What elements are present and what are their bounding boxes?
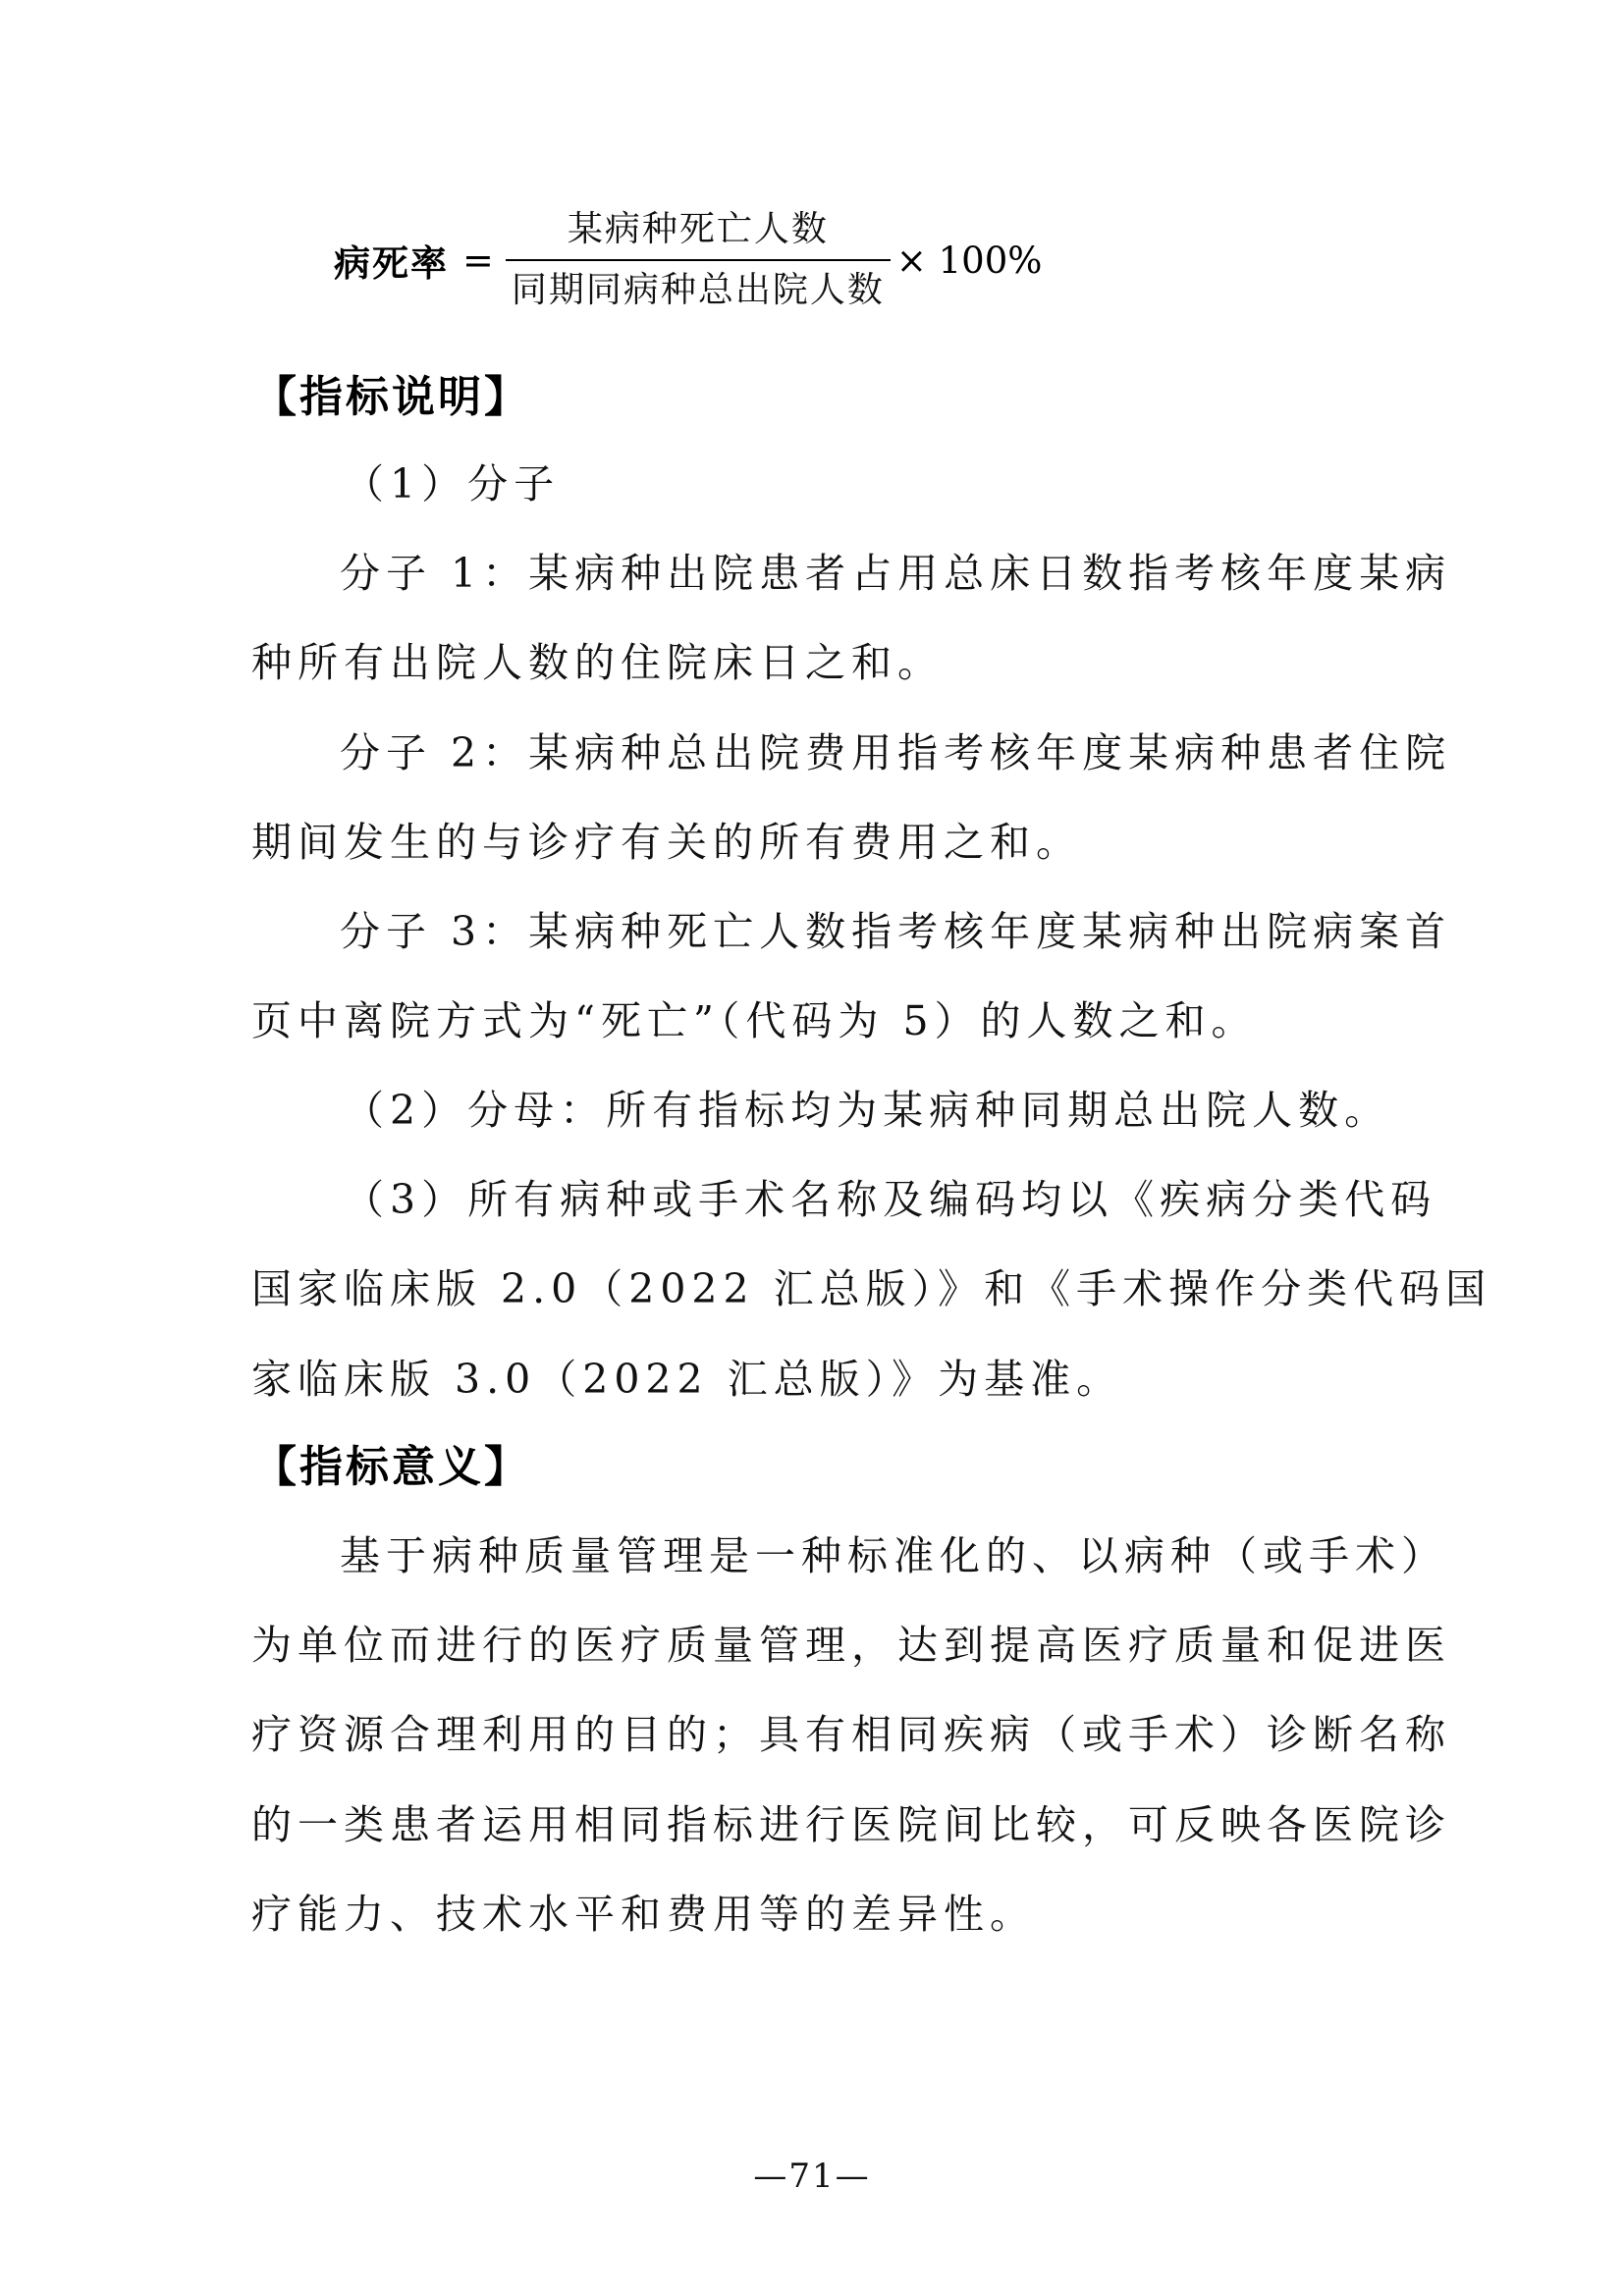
paragraph-line: 家临床版 3.0（2022 汇总版）》为基准。 (251, 1356, 1123, 1403)
fraction-bar (506, 259, 891, 261)
formula-label: 病死率 (334, 242, 449, 285)
heading-indicator-description: 【指标说明】 (253, 372, 530, 422)
paragraph-line: 的一类患者运用相同指标进行医院间比较，可反映各医院诊 (251, 1801, 1451, 1848)
paragraph-line: （1）分子 (344, 460, 561, 507)
paragraph-line: 基于病种质量管理是一种标准化的、以病种（或手术） (340, 1532, 1447, 1579)
paragraph-line: 为单位而进行的医疗质量管理，达到提高医疗质量和促进医 (251, 1622, 1451, 1669)
formula-fraction (506, 206, 891, 314)
paragraph-line: 页中离院方式为“死亡”（代码为 5）的人数之和。 (251, 997, 1258, 1044)
paragraph-line: 期间发生的与诊疗有关的所有费用之和。 (251, 819, 1082, 866)
paragraph-line: 分子 1：某病种出院患者占用总床日数指考核年度某病 (340, 550, 1452, 597)
heading-indicator-significance: 【指标意义】 (253, 1442, 530, 1492)
formula-multiplier: × 100% (895, 239, 1043, 282)
paragraph-line: （3）所有病种或手术名称及编码均以《疾病分类代码 (344, 1176, 1437, 1223)
paragraph-line: 国家临床版 2.0（2022 汇总版）》和《手术操作分类代码国 (251, 1265, 1492, 1312)
paragraph-line: 疗资源合理利用的目的；具有相同疾病（或手术）诊断名称 (251, 1711, 1451, 1758)
paragraph-line: 疗能力、技术水平和费用等的差异性。 (251, 1891, 1036, 1938)
paragraph-line: 种所有出院人数的住院床日之和。 (251, 639, 944, 686)
formula-numerator: 某病种死亡人数 (567, 209, 829, 249)
paragraph-line: 分子 3：某病种死亡人数指考核年度某病种出院病案首 (340, 908, 1452, 955)
formula-denominator: 同期同病种总出院人数 (511, 270, 885, 310)
paragraph-line: （2）分母：所有指标均为某病种同期总出院人数。 (344, 1087, 1391, 1134)
page-number: —71— (753, 2157, 871, 2196)
formula-equals-sign: = (462, 239, 494, 282)
mortality-rate-formula (334, 201, 1042, 319)
paragraph-line: 分子 2：某病种总出院费用指考核年度某病种患者住院 (340, 729, 1452, 776)
